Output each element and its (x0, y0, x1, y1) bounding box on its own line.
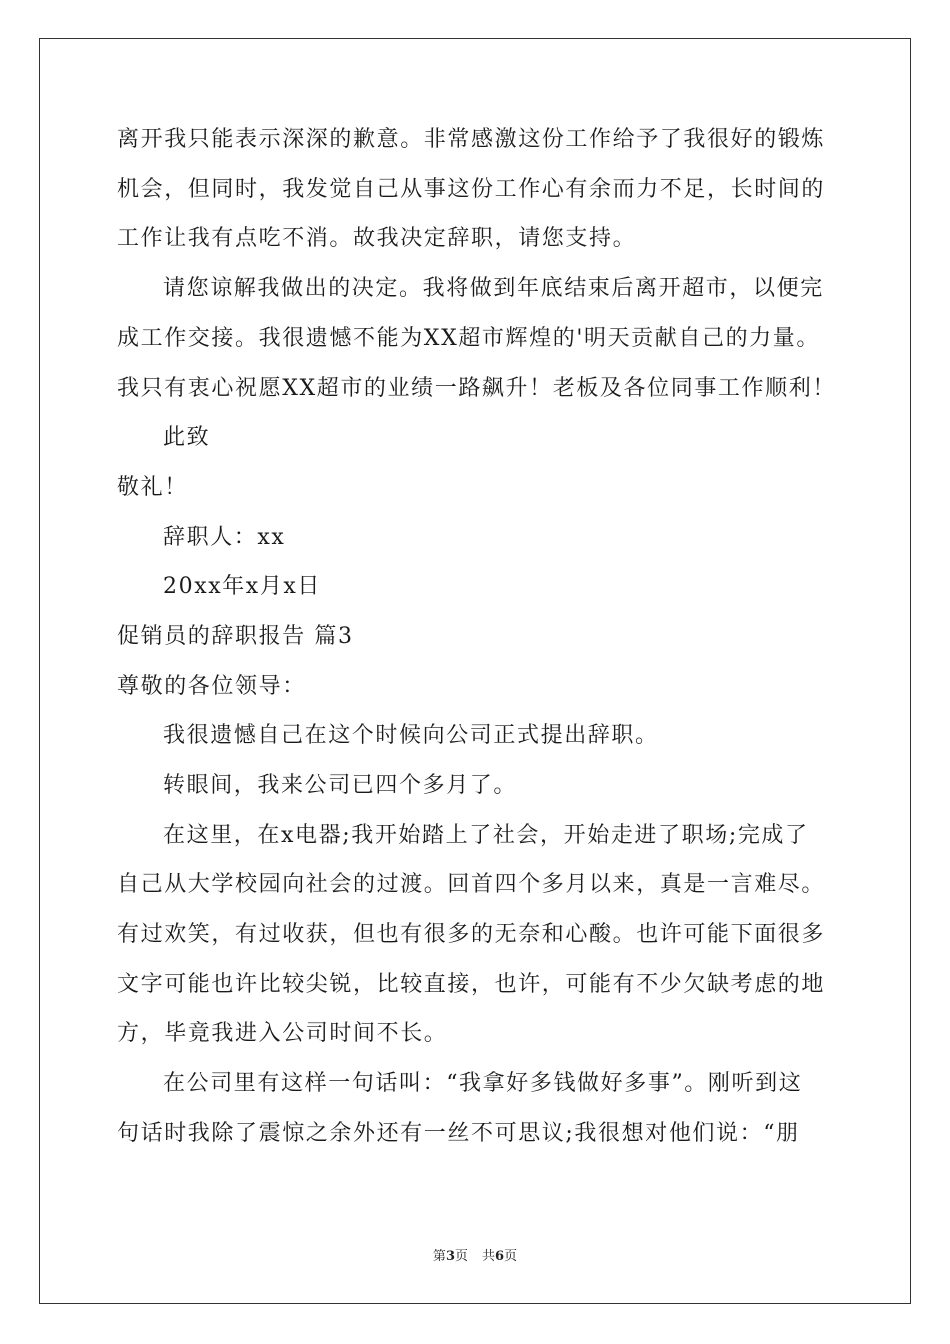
total-prefix: 共 (482, 1249, 496, 1264)
total-suffix: 页 (504, 1249, 518, 1264)
text-line: 文字可能也许比较尖锐，比较直接，也许，可能有不少欠缺考虑的地 (117, 972, 826, 997)
paragraph-start: 请您谅解我做出的决定。我将做到年底结束后离开超市，以便完 (163, 276, 824, 301)
text-line: 成工作交接。我很遗憾不能为XX超市辉煌的'明天贡献自己的力量。 (117, 326, 820, 351)
greeting: 尊敬的各位领导： (117, 674, 306, 699)
text-line: 机会，但同时，我发觉自己从事这份工作心有余而力不足，长时间的 (117, 177, 826, 202)
section-title: 促销员的辞职报告 篇3 (117, 624, 354, 649)
paragraph-start: 在公司里有这样一句话叫：“我拿好多钱做好多事”。刚听到这 (163, 1071, 803, 1096)
salutation: 敬礼！ (117, 475, 188, 500)
text-line: 自己从大学校园向社会的过渡。回首四个多月以来，真是一言难尽。 (117, 872, 826, 897)
paragraph-start: 我很遗憾自己在这个时候向公司正式提出辞职。 (163, 723, 659, 748)
page-total: 6 (495, 1249, 505, 1264)
page-prefix: 第 (432, 1249, 446, 1264)
page-current: 3 (445, 1249, 455, 1264)
text-line: 句话时我除了震惊之余外还有一丝不可思议;我很想对他们说：“朋 (117, 1121, 800, 1146)
paragraph-start: 转眼间，我来公司已四个多月了。 (163, 773, 518, 798)
text-line: 我只有衷心祝愿XX超市的业绩一路飙升！老板及各位同事工作顺利！ (117, 376, 836, 401)
closing-phrase: 此致 (163, 425, 211, 450)
signature-name: 辞职人：xx (163, 525, 286, 550)
text-line: 离开我只能表示深深的歉意。非常感激这份工作给予了我很好的锻炼 (117, 127, 826, 152)
page-suffix: 页 (454, 1249, 468, 1264)
text-line: 方，毕竟我进入公司时间不长。 (117, 1021, 448, 1046)
text-line: 工作让我有点吃不消。故我决定辞职，请您支持。 (117, 226, 637, 251)
page-footer (0, 1248, 950, 1266)
signature-date: 20xx年x月x日 (163, 574, 322, 599)
text-line: 有过欢笑，有过收获，但也有很多的无奈和心酸。也许可能下面很多 (117, 922, 826, 947)
paragraph-start: 在这里，在x电器;我开始踏上了社会，开始走进了职场;完成了 (163, 823, 809, 848)
